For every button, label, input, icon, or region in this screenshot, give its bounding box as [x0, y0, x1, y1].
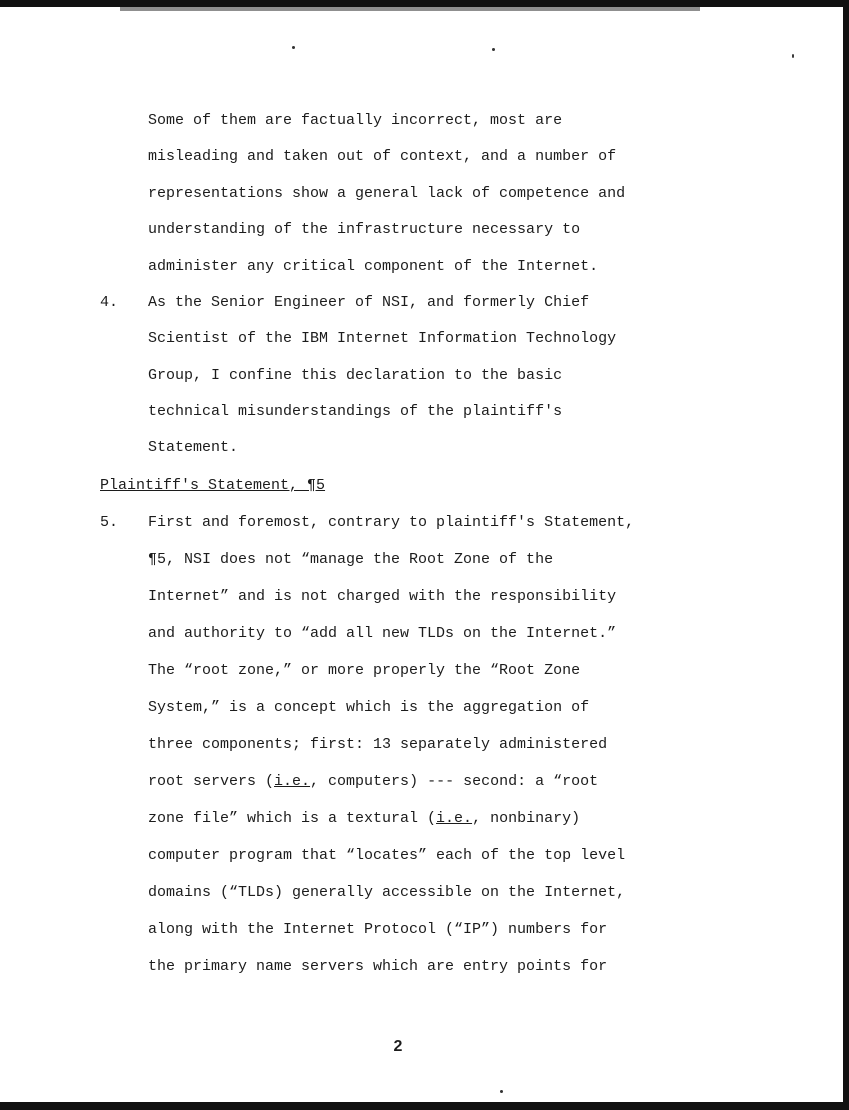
para4-line: technical misunderstandings of the plaintiff's	[148, 403, 563, 420]
para4-number: 4.	[100, 294, 119, 311]
para5-line: along with the Internet Protocol (“IP”) numbers for	[148, 921, 608, 938]
scan-speck	[292, 46, 295, 49]
para3-line: understanding of the infrastructure necessary to	[148, 221, 581, 238]
para5-line: ¶5, NSI does not “manage the Root Zone of the	[148, 551, 554, 568]
para4-line: Scientist of the IBM Internet Information Technology	[148, 330, 617, 347]
scan-speck	[492, 48, 495, 51]
para5-line: domains (“TLDs) generally accessible on the Internet,	[148, 884, 626, 901]
para5-line: and authority to “add all new TLDs on the Internet.”	[148, 625, 617, 642]
para5-line: computer program that “locates” each of the top level	[148, 847, 626, 864]
ie-abbrev: i.e.	[436, 810, 473, 827]
scan-edge-right	[843, 0, 849, 1110]
para3-line: representations show a general lack of competence and	[148, 185, 626, 202]
scan-edge-top	[0, 0, 849, 7]
para5-line: the primary name servers which are entry points for	[148, 958, 608, 975]
section-heading: Plaintiff's Statement, ¶5	[100, 477, 326, 494]
ie-abbrev: i.e.	[274, 773, 311, 790]
para3-line: misleading and taken out of context, and a number of	[148, 148, 617, 165]
para5-line	[148, 809, 580, 829]
para5-line-text: , nonbinary)	[472, 810, 581, 827]
para5-line-text: root servers (	[148, 773, 275, 790]
para5-line: Internet” and is not charged with the responsibility	[148, 588, 617, 605]
scan-edge-bottom	[0, 1102, 849, 1110]
para5-line-text: zone file” which is a textural (	[148, 810, 437, 827]
para4-line: Group, I confine this declaration to the basic	[148, 367, 563, 384]
para4-line: Statement.	[148, 439, 239, 456]
para5-line	[148, 772, 598, 792]
page-number: 2	[393, 1038, 403, 1055]
para5-line: First and foremost, contrary to plaintiff's Statement,	[148, 514, 635, 531]
para5-line: The “root zone,” or more properly the “Root Zone	[148, 662, 581, 679]
scan-speck	[500, 1090, 503, 1093]
scan-speck	[792, 54, 794, 58]
para3-line: Some of them are factually incorrect, most are	[148, 112, 563, 129]
para5-line: System,” is a concept which is the aggregation of	[148, 699, 590, 716]
para5-line: three components; first: 13 separately administered	[148, 736, 608, 753]
scan-edge-shadow	[120, 7, 700, 11]
para5-line-text: , computers) --- second: a “root	[310, 773, 599, 790]
para3-line: administer any critical component of the Internet.	[148, 258, 599, 275]
para4-line: As the Senior Engineer of NSI, and formerly Chief	[148, 294, 590, 311]
para5-number: 5.	[100, 514, 119, 531]
